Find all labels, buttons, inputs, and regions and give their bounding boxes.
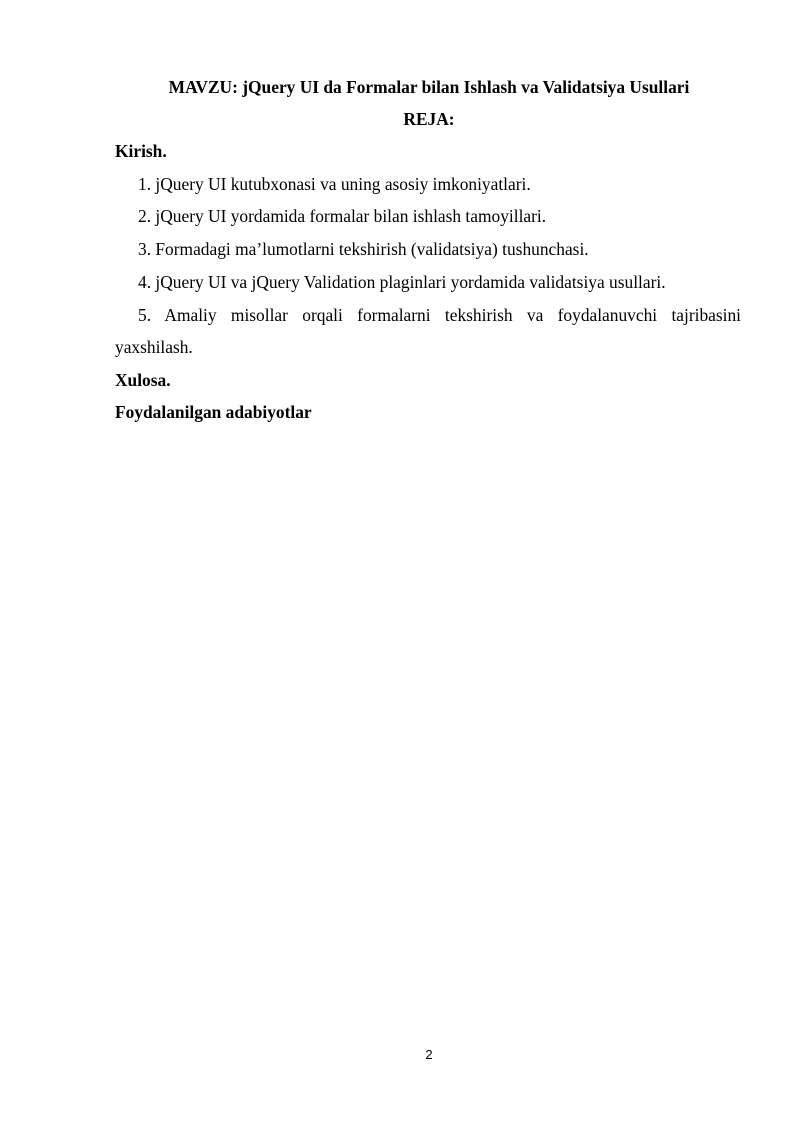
plan-item-2: 2. jQuery UI yordamida formalar bilan ishlash tamoyillari.	[138, 206, 547, 226]
plan-item-5-line-2: yaxshilash.	[115, 337, 193, 357]
intro-heading: Kirish.	[115, 141, 167, 161]
plan-item-4: 4. jQuery UI va jQuery Validation plaginlari yordamida validatsiya usullari.	[138, 272, 666, 292]
plan-item-1: 1. jQuery UI kutubxonasi va uning asosiy imkoniyatlari.	[138, 174, 531, 194]
document-title: MAVZU: jQuery UI da Formalar bilan Ishlash va Validatsiya Usullari	[168, 77, 690, 97]
plan-item-5-line-1: 5. Amaliy misollar orqali formalarni tekshirish va foydalanuvchi tajribasini	[138, 305, 741, 325]
page-number: 2	[425, 1047, 433, 1062]
conclusion-heading: Xulosa.	[115, 370, 171, 390]
plan-item-3: 3. Formadagi ma’lumotlarni tekshirish (validatsiya) tushunchasi.	[138, 239, 589, 259]
references-heading: Foydalanilgan adabiyotlar	[115, 402, 312, 422]
plan-heading: REJA:	[403, 109, 455, 129]
